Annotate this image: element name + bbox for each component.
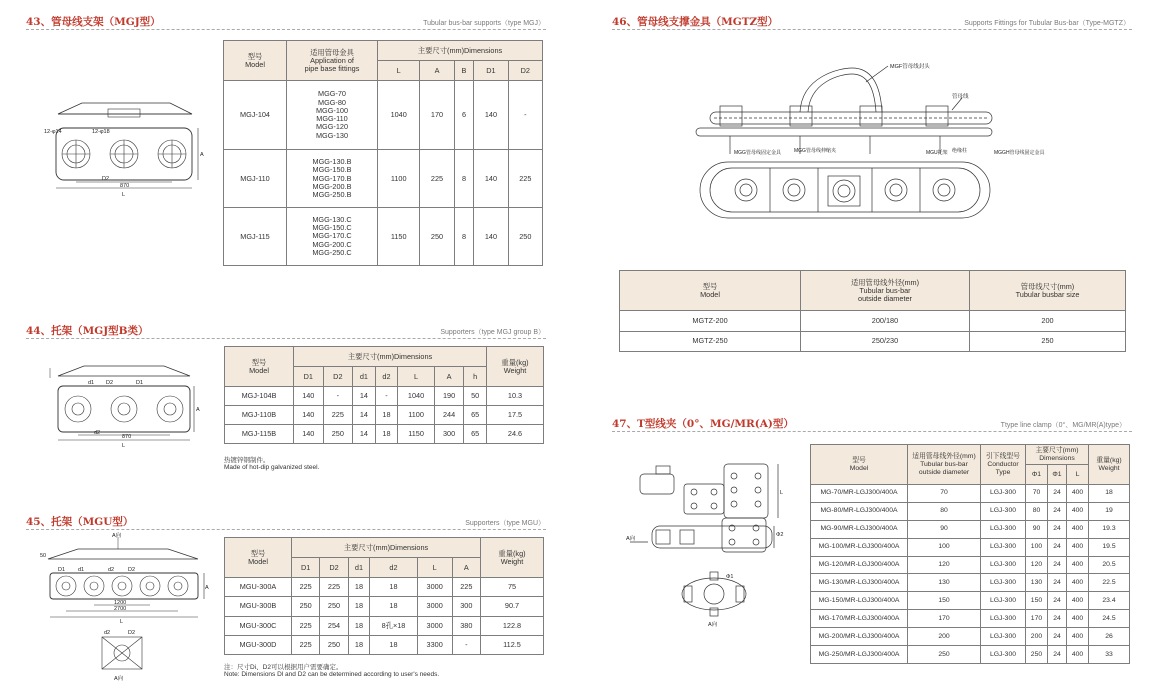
mgj-support-drawing	[40, 92, 205, 200]
dim-d2: d2	[94, 430, 101, 436]
table-header-cell: 重量(kg) Weight	[487, 347, 544, 387]
col-D1: D1	[474, 61, 508, 81]
label-mgg2: MGG管母线伸缩夹	[794, 148, 836, 154]
table-cell: 24.6	[487, 425, 544, 444]
table-cell: 26	[1089, 628, 1130, 646]
table-cell: 100	[1026, 538, 1048, 556]
table-cell: 90	[1026, 520, 1048, 538]
table-cell: 14	[353, 406, 376, 425]
table-cell: 250	[320, 597, 348, 616]
table-cell: 3000	[417, 616, 452, 635]
table-header-cell: D1	[292, 558, 320, 578]
table-cell: MG-130/MR-LGJ300/400A	[811, 574, 908, 592]
table-cell: 400	[1067, 592, 1089, 610]
table-cell: 100	[908, 538, 981, 556]
table-cell: 225	[292, 578, 320, 597]
drawing-label: 2700	[114, 606, 127, 612]
mgu-supporter-drawing	[38, 533, 210, 688]
col-D2: D2	[508, 61, 542, 81]
table-cell: 225	[323, 406, 353, 425]
table-cell: 225	[508, 150, 542, 208]
drawing-label: A向	[114, 676, 124, 682]
table-header-cell: L	[398, 367, 435, 387]
table-header-cell: L	[1067, 465, 1089, 485]
dim-A: A	[200, 152, 204, 158]
label-mgu: MGU托架	[926, 150, 948, 156]
dim-D1: D1	[136, 380, 144, 386]
table-cell: MG-200/MR-LGJ300/400A	[811, 628, 908, 646]
table-cell: LGJ-300	[981, 556, 1026, 574]
table-cell: 90.7	[481, 597, 544, 616]
table-row	[225, 387, 544, 406]
table-cell: 225	[452, 578, 480, 597]
table-cell: 18	[348, 616, 370, 635]
section-47-title: 47、T型线夹（0°、MG/MR(A)型）	[612, 418, 794, 430]
table-cell: 24	[1047, 592, 1066, 610]
table-cell: MGJ-115B	[225, 425, 294, 444]
table-row	[225, 425, 544, 444]
table-row	[224, 208, 543, 266]
table-cell: 65	[464, 406, 487, 425]
table-cell: 400	[1067, 628, 1089, 646]
table-cell: MGJ-104	[224, 81, 287, 150]
table-cell: 24	[1047, 538, 1066, 556]
table-cell: 225	[292, 616, 320, 635]
table-cell: MGTZ-200	[620, 311, 801, 332]
table-cell: 250	[420, 208, 454, 266]
table-cell: 400	[1067, 502, 1089, 520]
table-header-cell: 主要尺寸(mm) Dimensions	[1026, 445, 1089, 465]
table-cell: 400	[1067, 520, 1089, 538]
table-cell: 8	[454, 208, 474, 266]
table-cell: 90	[908, 520, 981, 538]
table-header-cell: 主要尺寸(mm)Dimensions	[292, 538, 481, 558]
table-cell: 33	[1089, 646, 1130, 664]
table-cell: 18	[370, 597, 417, 616]
table-cell: 122.8	[481, 616, 544, 635]
table-cell: MGTZ-250	[620, 331, 801, 352]
table-cell: 18	[375, 425, 398, 444]
table-cell: 250	[323, 425, 353, 444]
table-row	[811, 520, 1130, 538]
mgjb-table	[224, 346, 544, 444]
table-header-cell: d2	[375, 367, 398, 387]
table-row	[811, 502, 1130, 520]
dim-870: 870	[122, 434, 132, 440]
section-45-rule	[26, 529, 546, 530]
table-row	[811, 592, 1130, 610]
table-header-cell: d2	[370, 558, 417, 578]
table-cell: -	[323, 387, 353, 406]
table-cell: MGJ-115	[224, 208, 287, 266]
table-cell: 400	[1067, 538, 1089, 556]
table-cell: 18	[370, 635, 417, 654]
table-cell: MG-100/MR-LGJ300/400A	[811, 538, 908, 556]
mgjb-supporter-drawing	[44, 360, 204, 448]
section-46-rule	[612, 29, 1132, 30]
table-cell: 24	[1047, 520, 1066, 538]
table-row	[225, 406, 544, 425]
section-43-subtitle: Tubular bus-bar supports（type MGJ）	[423, 20, 545, 27]
dim-L: L	[122, 443, 126, 449]
table-cell: 18	[375, 406, 398, 425]
dim-870: 870	[120, 183, 130, 189]
table-cell: 1100	[378, 150, 420, 208]
table-row	[225, 578, 544, 597]
s44-note-cn: 热镀锌钢制件。	[224, 457, 270, 464]
table-cell: 120	[1026, 556, 1048, 574]
col-L: L	[378, 61, 420, 81]
table-cell: MGU-300D	[225, 635, 292, 654]
dim-50: 50	[40, 553, 47, 559]
table-cell: 200	[908, 628, 981, 646]
table-header-cell: L	[417, 558, 452, 578]
table-cell: MGU-300B	[225, 597, 292, 616]
mgtz-table	[619, 270, 1126, 352]
table-cell: 200	[1026, 628, 1048, 646]
col-B: B	[454, 61, 474, 81]
drawing-label: d1	[78, 567, 85, 573]
table-row	[224, 81, 543, 150]
table-cell: 112.5	[481, 635, 544, 654]
table-cell: 140	[294, 406, 324, 425]
s44-note-en: Made of hot-dip galvanized steel.	[224, 464, 320, 471]
table-cell: 24	[1047, 610, 1066, 628]
table-cell: 190	[434, 387, 464, 406]
table-row	[811, 485, 1130, 503]
table-row	[811, 610, 1130, 628]
s45-note-cn: 注：尺寸Di、D2可以根据用户需要确定。	[224, 664, 343, 671]
table-header-cell: 型号 Model	[620, 271, 801, 311]
table-header-cell: d1	[353, 367, 376, 387]
col-application: 适用管母金具 Application of pipe base fittings	[287, 41, 378, 81]
dim-d1: d1	[88, 380, 95, 386]
hole-label-14: 12-φ14	[44, 129, 62, 135]
table-cell: 250	[508, 208, 542, 266]
table-cell: MGU-300C	[225, 616, 292, 635]
table-cell: 254	[320, 616, 348, 635]
dim-L: L	[780, 490, 784, 496]
table-row	[811, 646, 1130, 664]
table-cell: 24	[1047, 485, 1066, 503]
mgj-table	[223, 40, 543, 266]
table-cell: 300	[452, 597, 480, 616]
table-cell: 400	[1067, 485, 1089, 503]
table-cell: 22.5	[1089, 574, 1130, 592]
table-header-cell: Φ1	[1026, 465, 1048, 485]
table-header-cell: 重量(kg) Weight	[1089, 445, 1130, 485]
table-row	[811, 574, 1130, 592]
table-cell: MG-80/MR-LGJ300/400A	[811, 502, 908, 520]
dim-phi1: Φ1	[726, 574, 734, 580]
table-cell: 80	[908, 502, 981, 520]
section-44-rule	[26, 338, 546, 339]
t-clamp-drawing	[626, 460, 802, 688]
table-cell: 170	[420, 81, 454, 150]
table-cell: 140	[474, 150, 508, 208]
table-cell: 250	[1026, 646, 1048, 664]
table-cell: 250	[970, 331, 1126, 352]
table-cell: LGJ-300	[981, 592, 1026, 610]
hole-label-18: 12-φ18	[92, 129, 110, 135]
dim-d2: D2	[102, 176, 110, 182]
table-cell: 244	[434, 406, 464, 425]
table-cell: 24	[1047, 502, 1066, 520]
table-cell: 24	[1047, 574, 1066, 592]
section-45-title: 45、托架（MGU型）	[26, 516, 134, 528]
table-cell: LGJ-300	[981, 538, 1026, 556]
table-header-cell: 重量(kg) Weight	[481, 538, 544, 578]
table-cell: 8	[454, 150, 474, 208]
table-cell: -	[508, 81, 542, 150]
table-cell: 250/230	[801, 331, 970, 352]
table-cell: 400	[1067, 556, 1089, 574]
table-cell: LGJ-300	[981, 646, 1026, 664]
section-46-subtitle: Supports Fittings for Tubular Bus-bar（Type-MGTZ）	[964, 20, 1130, 27]
table-cell: LGJ-300	[981, 610, 1026, 628]
table-cell: 24	[1047, 646, 1066, 664]
table-header-cell: 主要尺寸(mm)Dimensions	[294, 347, 487, 367]
table-header-cell: 适用管母线外径(mm) Tubular bus-bar outside diameter	[801, 271, 970, 311]
table-cell: 65	[464, 425, 487, 444]
table-cell: 150	[908, 592, 981, 610]
label-insulator: 绝缘柱	[952, 148, 968, 154]
drawing-label: D2	[128, 630, 136, 636]
table-cell: 1100	[398, 406, 435, 425]
table-cell: 3300	[417, 635, 452, 654]
table-cell: 18	[348, 635, 370, 654]
s45-note-en: Note: Dimensions Dl and D2 can be determined according to user's needs.	[224, 671, 440, 678]
table-cell: 1150	[378, 208, 420, 266]
table-cell: 24	[1047, 628, 1066, 646]
table-cell: MG-250/MR-LGJ300/400A	[811, 646, 908, 664]
section-43-title: 43、管母线支架（MGJ型）	[26, 16, 161, 28]
table-cell: 50	[464, 387, 487, 406]
table-row	[811, 556, 1130, 574]
table-row	[225, 597, 544, 616]
mgu-table	[224, 537, 544, 655]
col-model: 型号 Model	[224, 41, 287, 81]
table-header-cell: 型号 Model	[225, 347, 294, 387]
table-cell: 14	[353, 387, 376, 406]
table-cell: MG-150/MR-LGJ300/400A	[811, 592, 908, 610]
table-header-cell: 引下线型号 Conductor Type	[981, 445, 1026, 485]
drawing-label: d2	[108, 567, 115, 573]
table-cell: 24	[1047, 556, 1066, 574]
table-header-cell: A	[452, 558, 480, 578]
table-cell: MG-120/MR-LGJ300/400A	[811, 556, 908, 574]
table-cell: 14	[353, 425, 376, 444]
table-cell: 3000	[417, 597, 452, 616]
table-cell: 6	[454, 81, 474, 150]
drawing-label: L	[120, 619, 124, 625]
section-44-subtitle: Supporters（type MGJ group B）	[440, 329, 545, 336]
table-cell: -	[452, 635, 480, 654]
table-cell: 18	[348, 578, 370, 597]
table-cell: 400	[1067, 646, 1089, 664]
table-header-cell: 适用管母线外径(mm) Tubular bus-bar outside diameter	[908, 445, 981, 485]
mgtz-assembly-drawing	[690, 46, 1045, 236]
table-cell: 170	[908, 610, 981, 628]
table-cell: 19.3	[1089, 520, 1130, 538]
table-cell: 140	[474, 81, 508, 150]
table-cell: 130	[908, 574, 981, 592]
table-cell: 120	[908, 556, 981, 574]
table-cell: MG-90/MR-LGJ300/400A	[811, 520, 908, 538]
table-row	[811, 628, 1130, 646]
table-cell: MGJ-110	[224, 150, 287, 208]
table-header-cell: 型号 Model	[225, 538, 292, 578]
table-cell: MG-170/MR-LGJ300/400A	[811, 610, 908, 628]
table-cell: 3000	[417, 578, 452, 597]
t-clamp-table	[810, 444, 1130, 664]
section-47-subtitle: Ttype line clamp（0°、MG/MR(A)type）	[1000, 422, 1126, 429]
table-cell: LGJ-300	[981, 628, 1026, 646]
table-cell: 19.5	[1089, 538, 1130, 556]
drawing-label: D1	[58, 567, 66, 573]
dim-D2: D2	[106, 380, 114, 386]
table-cell: 130	[1026, 574, 1048, 592]
table-cell: MGJ-104B	[225, 387, 294, 406]
table-cell: 10.3	[487, 387, 544, 406]
table-header-cell: 型号 Model	[811, 445, 908, 485]
table-row	[620, 331, 1126, 352]
dim-L: L	[122, 192, 126, 198]
table-row	[811, 538, 1130, 556]
dim-A: A	[196, 407, 200, 413]
arrow-A-label: A向	[112, 533, 122, 539]
table-header-cell: 管母线尺寸(mm) Tubular busbar size	[970, 271, 1126, 311]
label-seal: MGF管母线封头	[890, 64, 930, 70]
drawing-label: A	[205, 585, 209, 591]
table-cell: 380	[452, 616, 480, 635]
table-cell: 23.4	[1089, 592, 1130, 610]
table-cell: LGJ-300	[981, 502, 1026, 520]
table-cell: LGJ-300	[981, 485, 1026, 503]
table-cell: 19	[1089, 502, 1130, 520]
table-cell: 300	[434, 425, 464, 444]
table-cell: 400	[1067, 574, 1089, 592]
table-cell: MGG-70 MGG-80 MGG-100 MGG-110 MGG-120 MGG-130	[287, 81, 378, 150]
table-cell: 18	[370, 578, 417, 597]
table-cell: 150	[1026, 592, 1048, 610]
table-cell: 200/180	[801, 311, 970, 332]
table-cell: 1150	[398, 425, 435, 444]
table-cell: MGU-300A	[225, 578, 292, 597]
table-cell: 140	[294, 425, 324, 444]
section-44-title: 44、托架（MGJ型B类）	[26, 325, 149, 337]
table-cell: MGG-130.B MGG-150.B MGG-170.B MGG-200.B MGG-250.B	[287, 150, 378, 208]
table-cell: 170	[1026, 610, 1048, 628]
table-cell: 140	[294, 387, 324, 406]
table-cell: 8孔×18	[370, 616, 417, 635]
table-header-cell: A	[434, 367, 464, 387]
table-cell: -	[375, 387, 398, 406]
table-cell: 20.5	[1089, 556, 1130, 574]
table-cell: MGJ-110B	[225, 406, 294, 425]
section-45-subtitle: Supporters（type MGU）	[465, 520, 545, 527]
table-cell: MG-70/MR-LGJ300/400A	[811, 485, 908, 503]
table-header-cell: d1	[348, 558, 370, 578]
drawing-label: d2	[104, 630, 111, 636]
table-cell: 225	[292, 635, 320, 654]
col-A: A	[420, 61, 454, 81]
table-header-cell: D1	[294, 367, 324, 387]
drawing-label: D2	[128, 567, 136, 573]
table-row	[620, 311, 1126, 332]
table-cell: 17.5	[487, 406, 544, 425]
arrow-A-label: A向	[626, 536, 636, 542]
table-cell: 1040	[378, 81, 420, 150]
table-cell: LGJ-300	[981, 520, 1026, 538]
table-cell: 250	[320, 635, 348, 654]
col-dimensions: 主要尺寸(mm)Dimensions	[378, 41, 543, 61]
table-header-cell: Φ1	[1047, 465, 1066, 485]
table-cell: 24.5	[1089, 610, 1130, 628]
label-busbar: 管母线	[952, 94, 969, 100]
table-cell: 200	[970, 311, 1126, 332]
table-cell: 75	[481, 578, 544, 597]
table-cell: 250	[908, 646, 981, 664]
section-46-title: 46、管母线支撑金具（MGTZ型）	[612, 16, 779, 28]
table-cell: 225	[320, 578, 348, 597]
table-cell: 140	[474, 208, 508, 266]
label-mggh: MGGH管母线固定金具	[994, 150, 1045, 156]
dim-phi2: Φ2	[776, 532, 784, 538]
table-header-cell: D2	[323, 367, 353, 387]
table-cell: LGJ-300	[981, 574, 1026, 592]
table-cell: 18	[348, 597, 370, 616]
drawing-label: 1200	[114, 600, 127, 606]
table-cell: 400	[1067, 610, 1089, 628]
label-mgg: MGG管母线固定金具	[734, 150, 781, 156]
table-cell: 225	[420, 150, 454, 208]
table-cell: 80	[1026, 502, 1048, 520]
section-43-rule	[26, 29, 546, 30]
table-cell: 18	[1089, 485, 1130, 503]
table-header-cell: h	[464, 367, 487, 387]
table-row	[225, 616, 544, 635]
table-cell: MGG-130.C MGG-150.C MGG-170.C MGG-200.C MGG-250.C	[287, 208, 378, 266]
table-cell: 70	[1026, 485, 1048, 503]
table-cell: 250	[292, 597, 320, 616]
table-cell: 1040	[398, 387, 435, 406]
bottom-A-label: A向	[708, 622, 718, 628]
table-row	[225, 635, 544, 654]
table-row	[224, 150, 543, 208]
table-header-cell: D2	[320, 558, 348, 578]
section-47-rule	[612, 431, 1132, 432]
table-cell: 70	[908, 485, 981, 503]
